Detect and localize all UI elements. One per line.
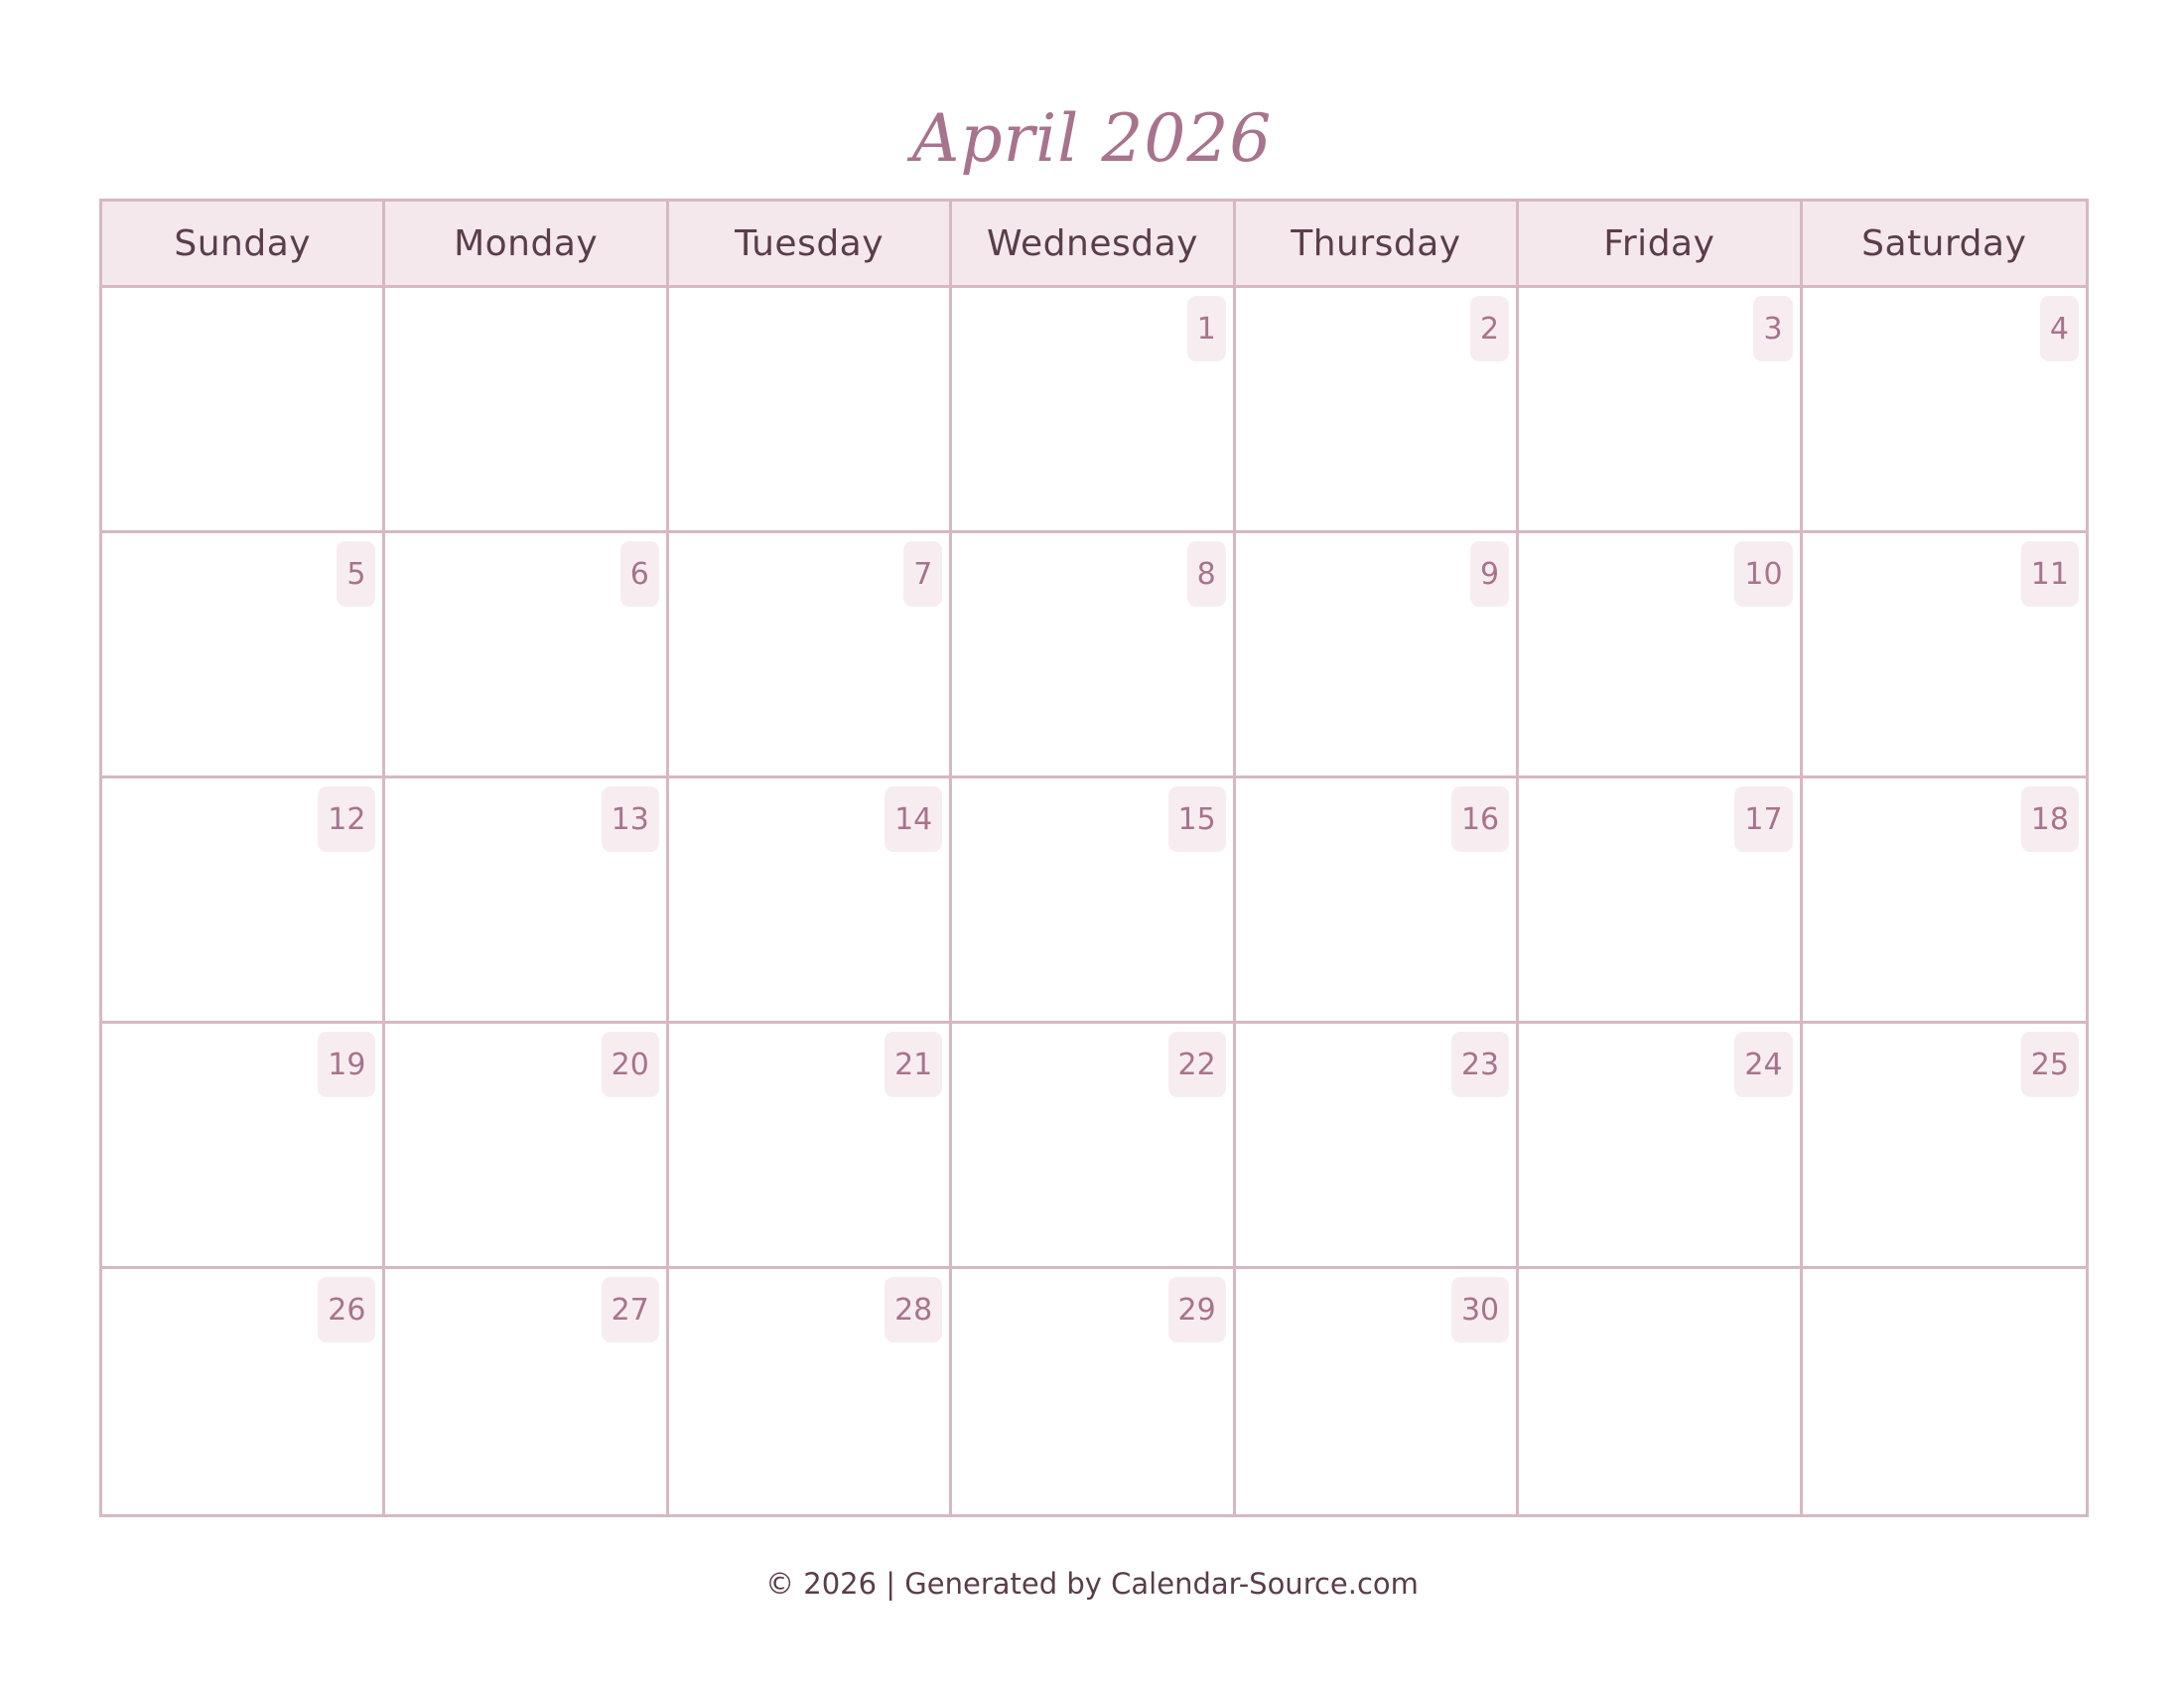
day-cell [1236,1024,1519,1269]
day-cell [1803,1269,2086,1514]
weekday-header-tuesday: Tuesday [669,202,952,288]
day-number: 6 [620,541,659,607]
day-cell [952,533,1235,778]
day-cell [102,778,385,1024]
day-cell [952,778,1235,1024]
day-cell [952,1024,1235,1269]
day-cell [385,288,668,533]
day-number: 3 [1753,296,1792,361]
day-number: 18 [2021,786,2079,852]
day-number: 14 [885,786,942,852]
day-number: 13 [602,786,659,852]
day-number: 28 [885,1277,942,1342]
day-cell [669,778,952,1024]
day-number: 22 [1168,1032,1226,1097]
day-cell [1803,288,2086,533]
day-cell [1519,1024,1802,1269]
calendar-grid [99,199,2089,1517]
day-cell [669,1024,952,1269]
day-number: 7 [903,541,942,607]
day-cell [1519,288,1802,533]
day-number: 8 [1187,541,1226,607]
day-number: 30 [1451,1277,1509,1342]
day-number: 4 [2040,296,2079,361]
day-cell [102,533,385,778]
footer-credit: © 2026 | Generated by Calendar-Source.com [765,1567,1419,1601]
day-cell [1803,1024,2086,1269]
day-cell [669,288,952,533]
day-number: 26 [318,1277,375,1342]
day-cell [1236,533,1519,778]
weekday-header-monday: Monday [385,202,668,288]
day-number: 17 [1734,786,1792,852]
day-number: 15 [1168,786,1226,852]
day-cell [669,533,952,778]
weekday-header-wednesday: Wednesday [952,202,1235,288]
day-cell [102,1269,385,1514]
day-cell [385,533,668,778]
day-cell [1519,533,1802,778]
day-cell [1803,778,2086,1024]
day-cell [385,1024,668,1269]
day-cell [385,778,668,1024]
day-cell [669,1269,952,1514]
day-cell [1519,778,1802,1024]
day-number: 12 [318,786,375,852]
day-cell [1236,1269,1519,1514]
day-cell [102,288,385,533]
day-number: 29 [1168,1277,1226,1342]
day-number: 23 [1451,1032,1509,1097]
day-cell [102,1024,385,1269]
calendar-title: April 2026 [911,100,1273,177]
day-number: 9 [1470,541,1509,607]
weekday-header-thursday: Thursday [1236,202,1519,288]
day-cell [952,1269,1235,1514]
day-cell [1236,778,1519,1024]
day-cell [1519,1269,1802,1514]
day-number: 27 [602,1277,659,1342]
day-number: 5 [337,541,375,607]
day-cell [1803,533,2086,778]
day-number: 11 [2021,541,2079,607]
weekday-header-saturday: Saturday [1803,202,2086,288]
day-number: 10 [1734,541,1792,607]
day-number: 21 [885,1032,942,1097]
day-cell [952,288,1235,533]
day-number: 25 [2021,1032,2079,1097]
day-number: 2 [1470,296,1509,361]
day-cell [1236,288,1519,533]
day-number: 16 [1451,786,1509,852]
weekday-header-friday: Friday [1519,202,1802,288]
day-number: 20 [602,1032,659,1097]
day-number: 1 [1187,296,1226,361]
day-number: 24 [1734,1032,1792,1097]
day-number: 19 [318,1032,375,1097]
day-cell [385,1269,668,1514]
weekday-header-sunday: Sunday [102,202,385,288]
